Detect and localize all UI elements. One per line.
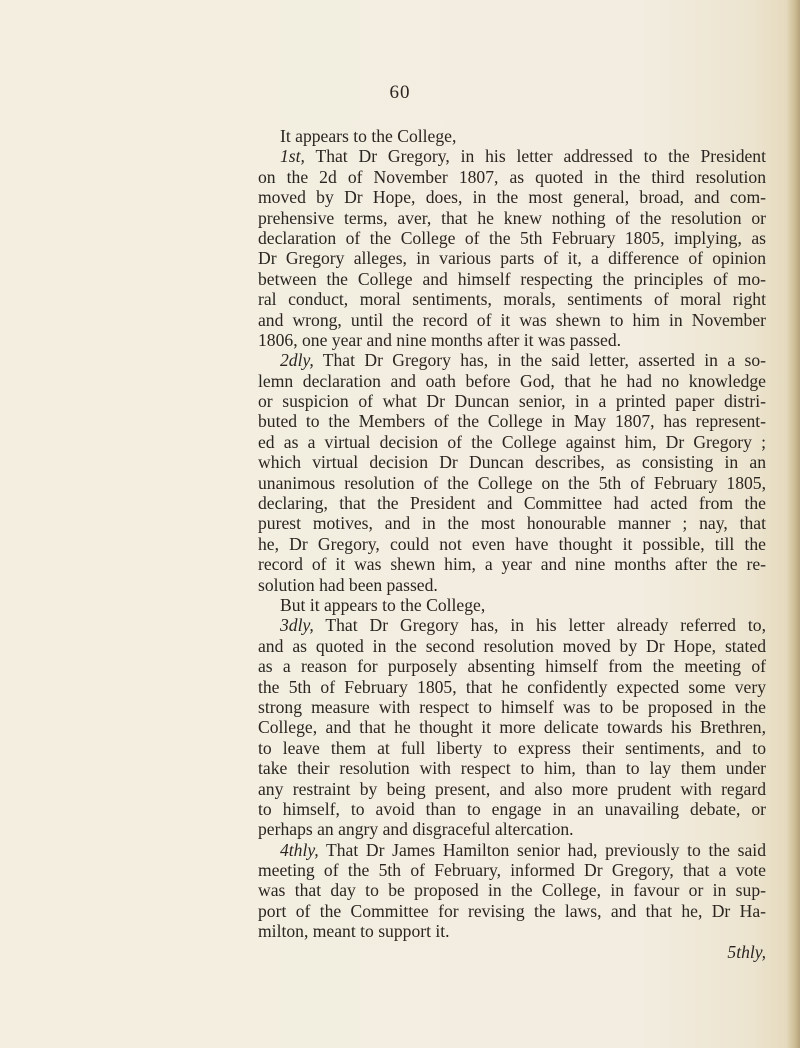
text-line [258, 717, 766, 737]
text-line [258, 432, 766, 452]
text-line [258, 840, 766, 860]
line-text: That Dr Gregory has, in the said letter, asserted in a so- [313, 350, 766, 371]
text-line [258, 146, 766, 166]
line-text: strong measure with respect to himself was to be proposed in the [258, 696, 766, 717]
text-line [258, 656, 766, 676]
line-text: Dr Gregory alleges, in various parts of it, a difference of opinion [258, 248, 766, 269]
line-text: between the College and himself respecting the principles of mo- [258, 268, 766, 289]
text-line [258, 269, 766, 289]
text-line [258, 615, 766, 635]
line-text: lemn declaration and oath before God, that he had no knowledge [258, 370, 766, 391]
line-text: port of the Committee for revising the laws, and that he, Dr Ha- [258, 900, 766, 921]
text-line [258, 167, 766, 187]
line-text: That Dr Gregory, in his letter addressed to the President [304, 146, 766, 167]
text-line [258, 799, 766, 819]
line-text: unanimous resolution of the College on the 5th of February 1805, [258, 472, 766, 493]
line-text: to leave them at full liberty to express their sentiments, and to [258, 737, 766, 758]
line-text: declaring, that the President and Committee had acted from the [258, 493, 766, 514]
line-text: meeting of the 5th of February, informed Dr Gregory, that a vote [258, 860, 766, 881]
line-text: to himself, to avoid than to engage in an unavailing debate, or [258, 798, 766, 819]
line-text: was that day to be proposed in the College, in favour or in sup- [258, 880, 766, 901]
body-text [258, 126, 766, 962]
text-line [258, 208, 766, 228]
text-line [258, 595, 766, 615]
line-text: ral conduct, moral sentiments, morals, sentiments of moral right [258, 289, 766, 310]
text-line [258, 350, 766, 370]
line-text: That Dr Gregory has, in his letter already referred to, [313, 615, 766, 636]
text-line [258, 452, 766, 472]
ordinal-label: 1st, [280, 146, 305, 167]
text-line [258, 758, 766, 778]
page-edge-shadow [786, 0, 800, 1048]
line-text: It appears to the College, [280, 126, 457, 146]
line-text: buted to the Members of the College in May 1807, has represent- [258, 411, 766, 432]
line-text: prehensive terms, aver, that he knew nothing of the resolution or [258, 207, 766, 228]
text-line [258, 493, 766, 513]
text-line [258, 534, 766, 554]
text-line [258, 819, 766, 839]
catchword-text: 5thly, [727, 941, 766, 962]
text-line [258, 636, 766, 656]
text-line [258, 901, 766, 921]
text-line [258, 228, 766, 248]
line-text: College, and that he thought it more delicate towards his Brethren, [258, 717, 766, 738]
ordinal-label: 4thly, [280, 839, 319, 860]
line-text: milton, meant to support it. [258, 921, 450, 942]
text-line [258, 575, 766, 595]
line-text: moved by Dr Hope, does, in the most general, broad, and com- [258, 187, 766, 208]
line-text: he, Dr Gregory, could not even have thought it possible, till the [258, 533, 766, 554]
catchword [258, 942, 766, 962]
line-text: declaration of the College of the 5th February 1805, implying, as [258, 227, 766, 248]
text-line [258, 330, 766, 350]
line-text: the 5th of February 1805, that he confidently expected some very [258, 676, 766, 697]
text-line [258, 554, 766, 574]
line-text: That Dr James Hamilton senior had, previously to the said [318, 839, 766, 860]
text-line [258, 921, 766, 941]
line-text: on the 2d of November 1807, as quoted in the third resolution [258, 166, 766, 187]
line-text: perhaps an angry and disgraceful altercation. [258, 819, 574, 840]
text-line [258, 513, 766, 533]
text-line [258, 248, 766, 268]
text-line [258, 779, 766, 799]
text-line [258, 411, 766, 431]
text-line [258, 391, 766, 411]
text-line [258, 126, 766, 146]
text-line [258, 738, 766, 758]
line-text: But it appears to the College, [280, 594, 486, 615]
line-text: ed as a virtual decision of the College against him, Dr Gregory ; [258, 431, 766, 452]
text-line [258, 473, 766, 493]
line-text: and as quoted in the second resolution moved by Dr Hope, stated [258, 635, 766, 656]
text-line [258, 289, 766, 309]
text-line [258, 697, 766, 717]
text-line [258, 880, 766, 900]
line-text: which virtual decision Dr Duncan describes, as consisting in an [258, 452, 766, 473]
page-number: 60 [389, 82, 411, 103]
line-text: 1806, one year and nine months after it was passed. [258, 329, 622, 350]
line-text: purest motives, and in the most honourable manner ; nay, that [258, 513, 766, 534]
text-line [258, 187, 766, 207]
text-line [258, 310, 766, 330]
text-line [258, 677, 766, 697]
line-text: and wrong, until the record of it was shewn to him in November [258, 309, 766, 330]
line-text: take their resolution with respect to him, than to lay them under [258, 758, 766, 779]
line-text: record of it was shewn him, a year and nine months after the re- [258, 554, 766, 575]
ordinal-label: 3dly, [280, 615, 314, 636]
text-line [258, 860, 766, 880]
ordinal-label: 2dly, [280, 350, 314, 371]
text-line [258, 371, 766, 391]
line-text: any restraint by being present, and also more prudent with regard [258, 778, 766, 799]
line-text: or suspicion of what Dr Duncan senior, in a printed paper distri- [258, 391, 766, 412]
line-text: solution had been passed. [258, 574, 438, 595]
line-text: as a reason for purposely absenting himself from the meeting of [258, 656, 766, 677]
